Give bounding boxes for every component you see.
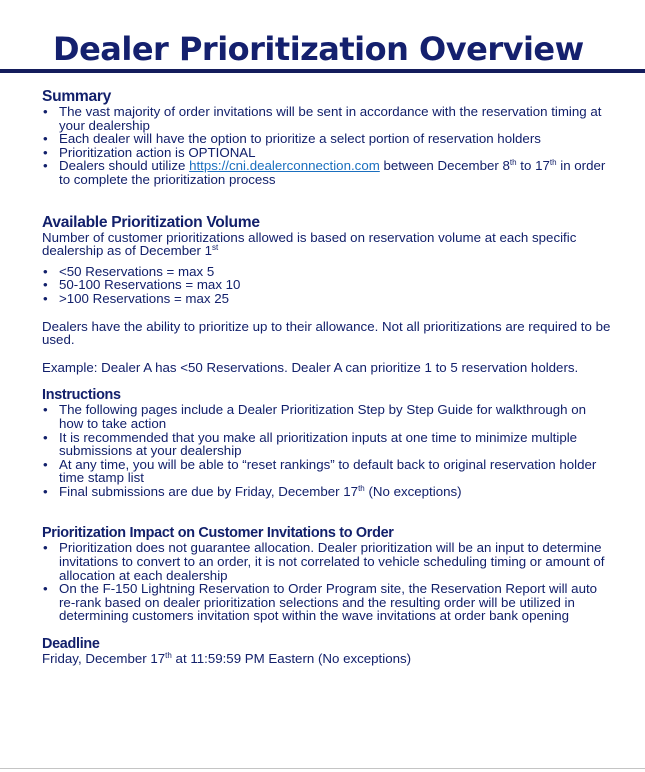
deadline-date: Friday, December 17 xyxy=(42,651,166,667)
instructions-bullet xyxy=(42,485,612,499)
dealer-connection-link[interactable]: https://cni.dealerconnection.com xyxy=(189,158,380,174)
instructions-heading: Instructions xyxy=(42,387,121,404)
volume-example: Example: Dealer A has <50 Reservations. Dealer A can prioritize 1 to 5 reservation holders. xyxy=(42,359,579,375)
impact-bullet: • Prioritization does not guarantee allocation. Dealer prioritization will be an input to determine invitations to convert to an order, it is not correlated to vehicle scheduling timing or amount of allocation at each dealership xyxy=(42,541,612,582)
summary-bullet xyxy=(42,159,612,186)
superscript: st xyxy=(212,243,219,253)
summary-text: to 17 xyxy=(520,158,550,174)
instructions-text: Final submissions are due by Friday, December 17 xyxy=(59,483,359,499)
volume-tiers xyxy=(42,265,612,306)
impact-heading: Prioritization Impact on Customer Invitations to Order xyxy=(42,525,394,542)
deadline-text xyxy=(42,652,612,666)
instructions-bullet: • At any time, you will be able to “reset rankings” to default back to original reservation holder time stamp list xyxy=(42,458,612,485)
impact-list xyxy=(42,541,612,623)
document-body xyxy=(42,89,612,666)
summary-bullet: • The vast majority of order invitations will be sent in accordance with the reservation timing at your dealership xyxy=(42,105,612,132)
instructions-bullet: • It is recommended that you make all prioritization inputs at one time to minimize multiple submissions at your dealership xyxy=(42,431,612,458)
summary-bullet: • Prioritization action is OPTIONAL xyxy=(42,146,612,160)
deadline-time: at 11:59:59 PM Eastern (No exceptions) xyxy=(175,651,412,667)
impact-bullet: • On the F-150 Lightning Reservation to Order Program site, the Reservation Report will auto re-rank based on dealer prioritization selections and the resulting order will be utilized in determining customers invitation spot within the wave invitations at order bank opening xyxy=(42,582,612,623)
volume-intro xyxy=(42,231,612,258)
deadline-heading: Deadline xyxy=(42,636,100,653)
instructions-bullet: • The following pages include a Dealer Prioritization Step by Step Guide for walkthrough on how to take action xyxy=(42,403,612,430)
footer-divider xyxy=(0,768,645,769)
summary-text: in order to complete the prioritization process xyxy=(59,158,606,187)
volume-note: Dealers have the ability to prioritize up to their allowance. Not all prioritizations are required to be used. xyxy=(42,318,611,348)
volume-intro-text: Number of customer prioritizations allowed is based on reservation volume at each specific dealership as of December 1 xyxy=(42,229,577,259)
instructions-text: (No exceptions) xyxy=(368,483,462,499)
instructions-list xyxy=(42,403,612,498)
tier-item: • 50-100 Reservations = max 10 xyxy=(42,278,612,292)
superscript: th xyxy=(509,158,517,168)
tier-item: • >100 Reservations = max 25 xyxy=(42,292,612,306)
summary-bullet: • Each dealer will have the option to prioritize a select portion of reservation holders xyxy=(42,132,612,146)
volume-heading: Available Prioritization Volume xyxy=(42,213,260,231)
summary-text: between December 8 xyxy=(383,158,510,174)
title-divider xyxy=(0,69,645,73)
summary-heading: Summary xyxy=(42,88,111,105)
page-title: Dealer Prioritization Overview xyxy=(53,30,584,68)
superscript: th xyxy=(549,158,557,168)
summary-text: Dealers should utilize xyxy=(59,158,186,174)
superscript: th xyxy=(358,483,365,493)
summary-list xyxy=(42,105,612,187)
tier-item: • <50 Reservations = max 5 xyxy=(42,265,612,279)
superscript: th xyxy=(165,651,172,661)
